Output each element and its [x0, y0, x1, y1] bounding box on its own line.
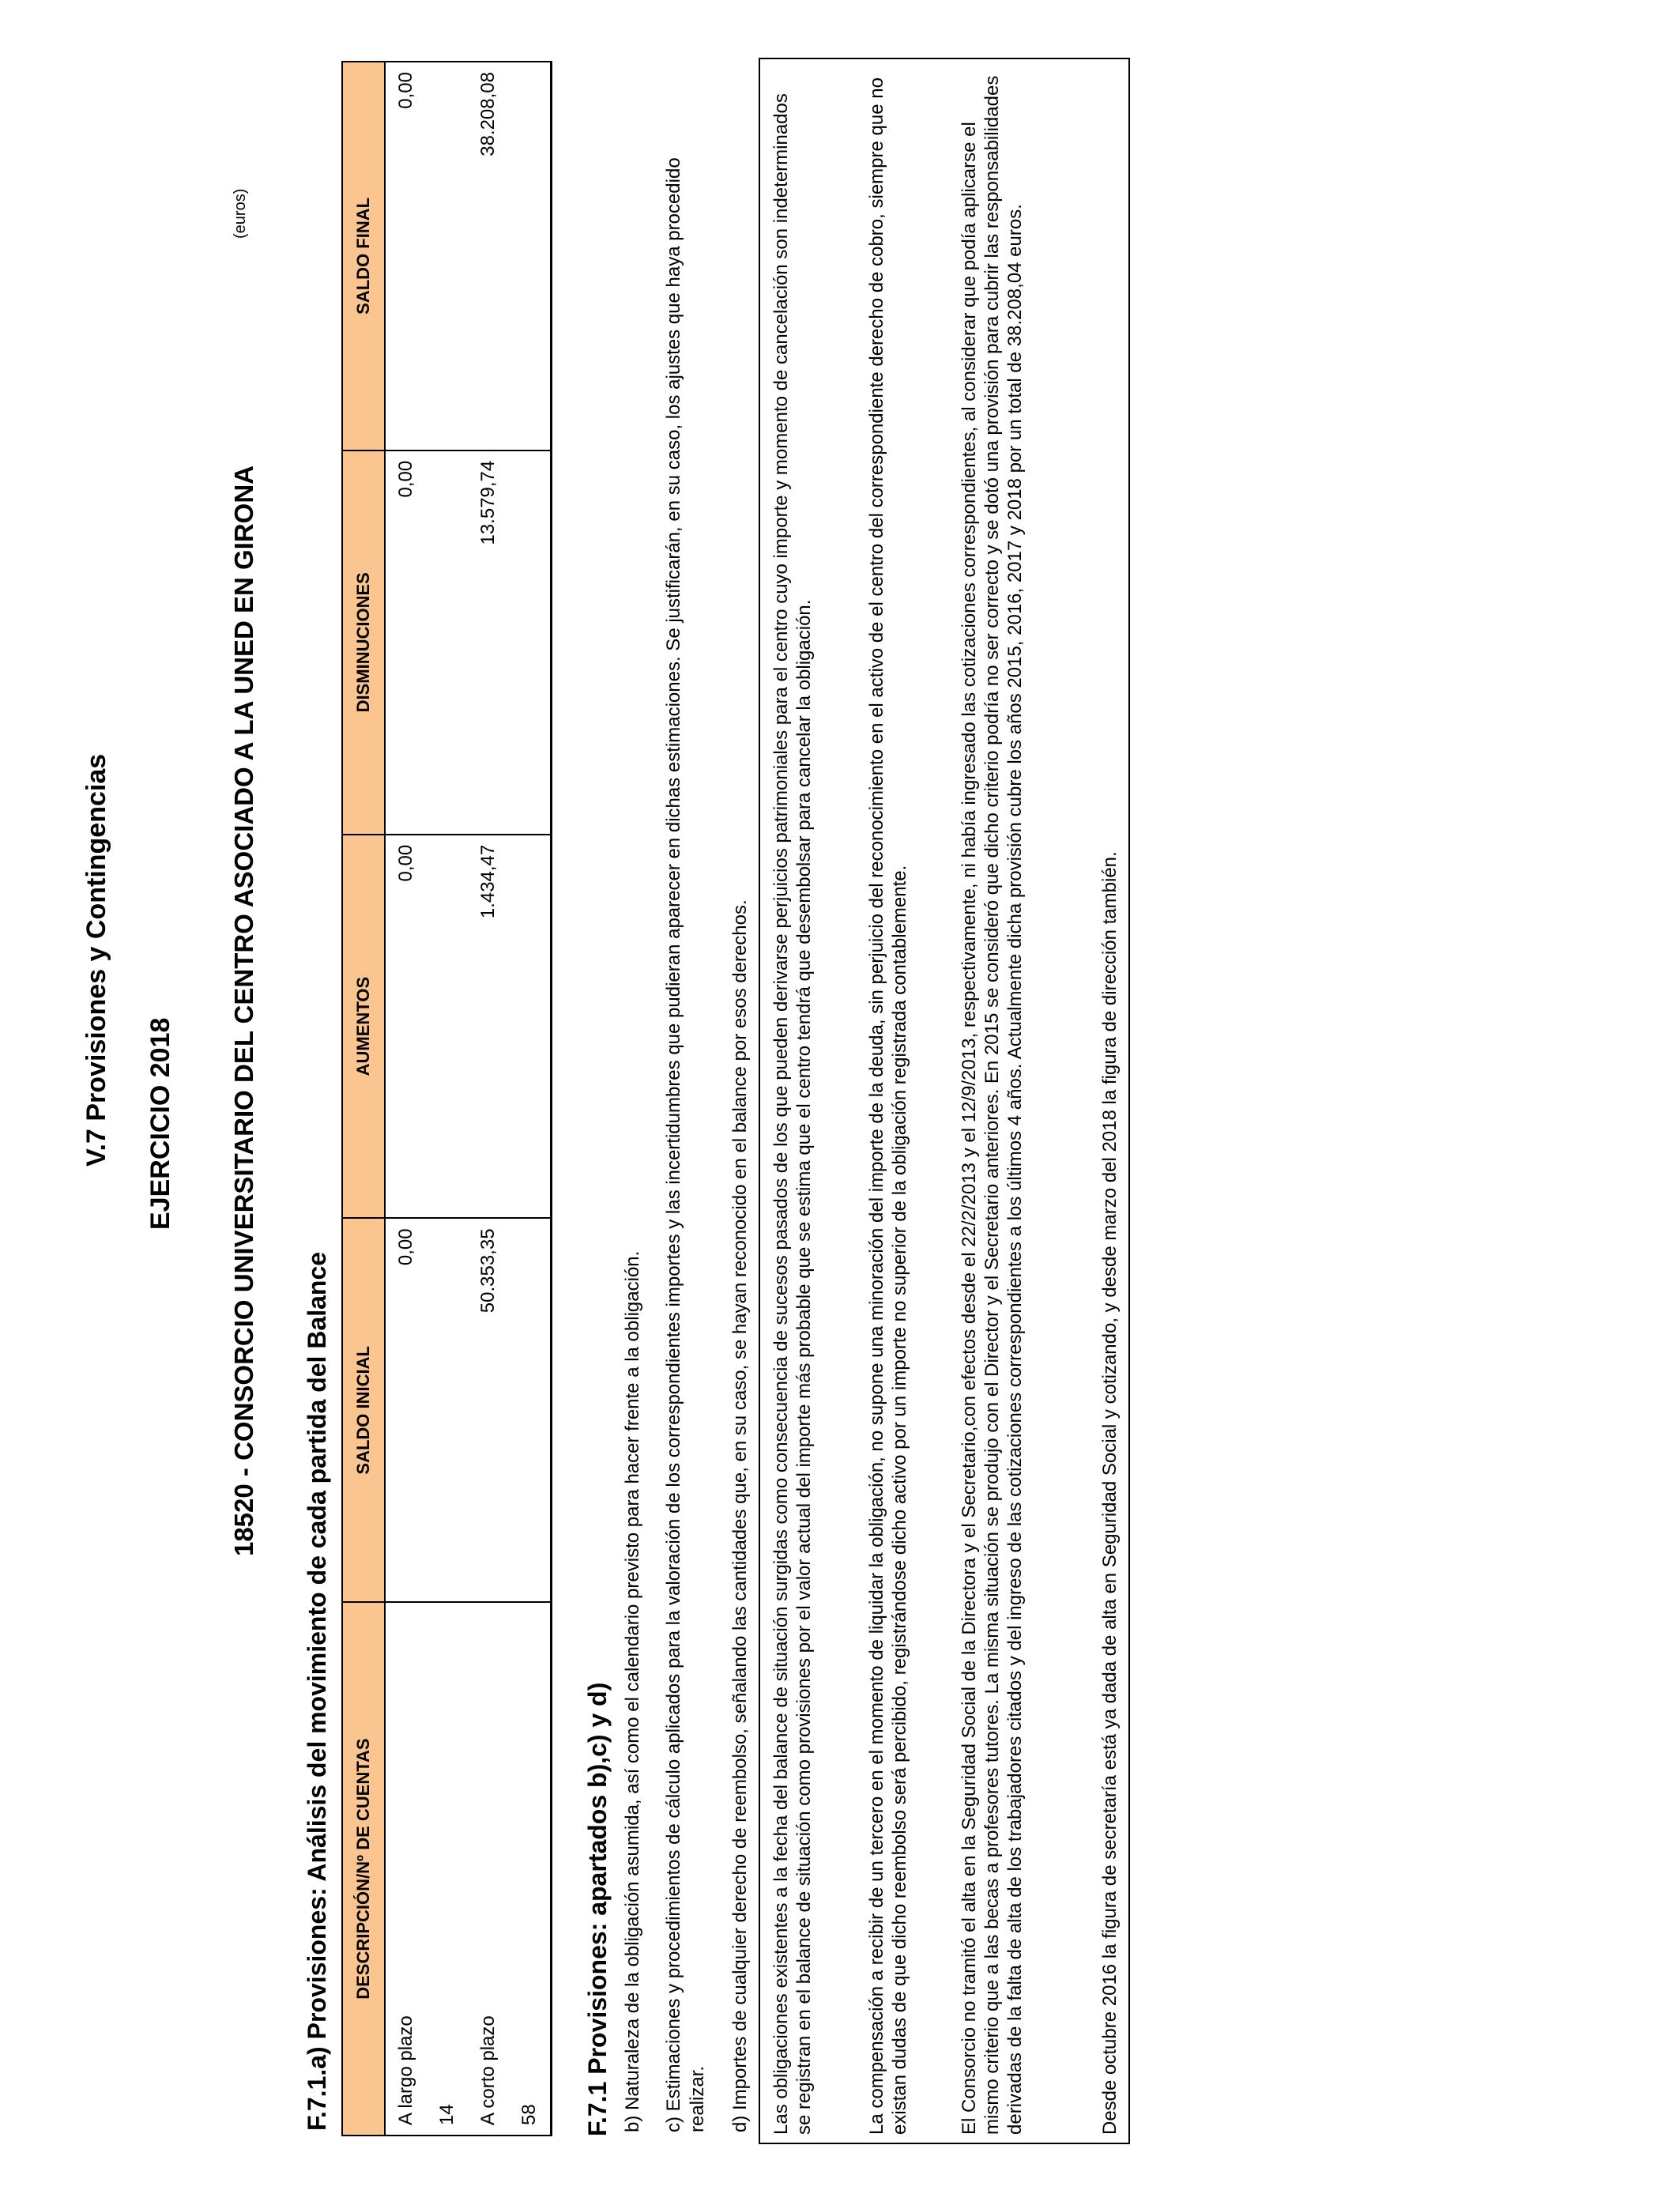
paragraph-b: b) Naturaleza de la obligación asumida, así como el calendario previsto para hacer frente a la obligación.	[622, 1250, 643, 2132]
entity-name: 18520 - CONSORCIO UNIVERSITARIO DEL CENTRO ASOCIADO A LA UNED EN GIRONA	[229, 465, 258, 1557]
note-paragraph: El Consorcio no tramitó el alta en la Seguridad Social de la Directora y el Secretario,con efectos desde el 22/2/2013 y el 12/9/2013, respectivamente, ni había ingresado las cotizaciones correspondientes, al considerar que podía aplicarse el mismo criterio que a las becas a profesores tutores. La misma situación se produjo con el Director y el Secretario anteriores. En 2015 se consideró que dicho criterio podría no ser correcto y se dotó una provisión para cubrir las responsabilidades derivadas de la falta de alta de los trabajadores citados y del ingreso de las cotizaciones correspondientes a los últimos 4 años. Actualmente dicha provisión cubre los años 2015, 2016, 2017 y 2018 por un total de 38.208,04 euros.	[959, 75, 1026, 2135]
table-header-row	[342, 62, 385, 2136]
notes-box	[759, 58, 1130, 2144]
cell-disminuciones: 13.579,74	[468, 450, 509, 835]
row-description: A corto plazo	[468, 1602, 509, 2136]
section-title-f71a: F.7.1.a) Provisiones: Análisis del movimiento de cada partida del Balance	[303, 1251, 331, 2131]
table-row	[385, 62, 427, 2136]
table-row	[427, 62, 468, 2136]
header-disminuciones: DISMINUCIONES	[342, 450, 385, 835]
section-title-f71: F.7.1 Provisiones: apartados b),c) y d)	[583, 1682, 612, 2136]
note-paragraph: La compensación a recibir de un tercero en el momento de liquidar la obligación, no supone una minoración del importe de la deuda, sin perjuicio del reconocimiento en el activo de el centro del correspondiente derecho de cobro, siempre que no existan dudas de que dicho reembolso será percibido, registrándose dicho activo por un importe no superior de la obligación registrada contablemente.	[866, 77, 910, 2135]
page-title: V.7 Provisiones y Contingencias	[81, 753, 111, 1167]
header-aumentos: AUMENTOS	[342, 835, 385, 1219]
note-paragraph: Las obligaciones existentes a la fecha del balance de situación surgidas como consecuencia de sucesos pasados de los que pueden derivarse perjuicios patrimoniales para el centro cuyo importe y momento de cancelación son indeterminados se registran en el balance de situación como provisiones por el valor actual del importe más probable que se estima que el centro tendrá que desembolsar para cancelar la obligación.	[770, 93, 815, 2135]
header-saldo-final: SALDO FINAL	[342, 62, 385, 450]
row-account: 14	[427, 1602, 468, 2136]
fiscal-year: EJERCICIO 2018	[145, 1017, 175, 1230]
header-description: DESCRIPCIÓN/Nº DE CUENTAS	[342, 1602, 385, 2136]
cell-aumentos: 1.434,47	[468, 835, 509, 1219]
note-paragraph: Desde octubre 2016 la figura de secretaría está ya dada de alta en Seguridad Social y cotizando, y desde marzo del 2018 la figura de dirección también.	[1099, 851, 1121, 2135]
table-row	[468, 62, 509, 2136]
cell-saldo-inicial: 0,00	[385, 1218, 427, 1602]
row-description: A largo plazo	[385, 1602, 427, 2136]
cell-saldo-final: 38.208,08	[468, 62, 509, 450]
cell-saldo-inicial: 50.353,35	[468, 1218, 509, 1602]
header-saldo-inicial: SALDO INICIAL	[342, 1218, 385, 1602]
provisions-table	[341, 61, 552, 2136]
table-row	[509, 62, 552, 2136]
paragraph-c: c) Estimaciones y procedimientos de cálculo aplicados para la valoración de los correspondientes importes y las incertidumbres que pudieran aparecer en dichas estimaciones. Se justificarán, en su caso, los ajustes que haya procedido realizar.	[663, 157, 708, 2132]
currency-unit: (euros)	[232, 188, 249, 239]
cell-saldo-final: 0,00	[385, 62, 427, 450]
paragraph-d: d) Importes de cualquier derecho de reembolso, señalando las cantidades que, en su caso, se hayan reconocido en el balance por esos derechos.	[729, 899, 751, 2132]
cell-aumentos: 0,00	[385, 835, 427, 1219]
cell-disminuciones: 0,00	[385, 450, 427, 835]
row-account: 58	[509, 1602, 552, 2136]
